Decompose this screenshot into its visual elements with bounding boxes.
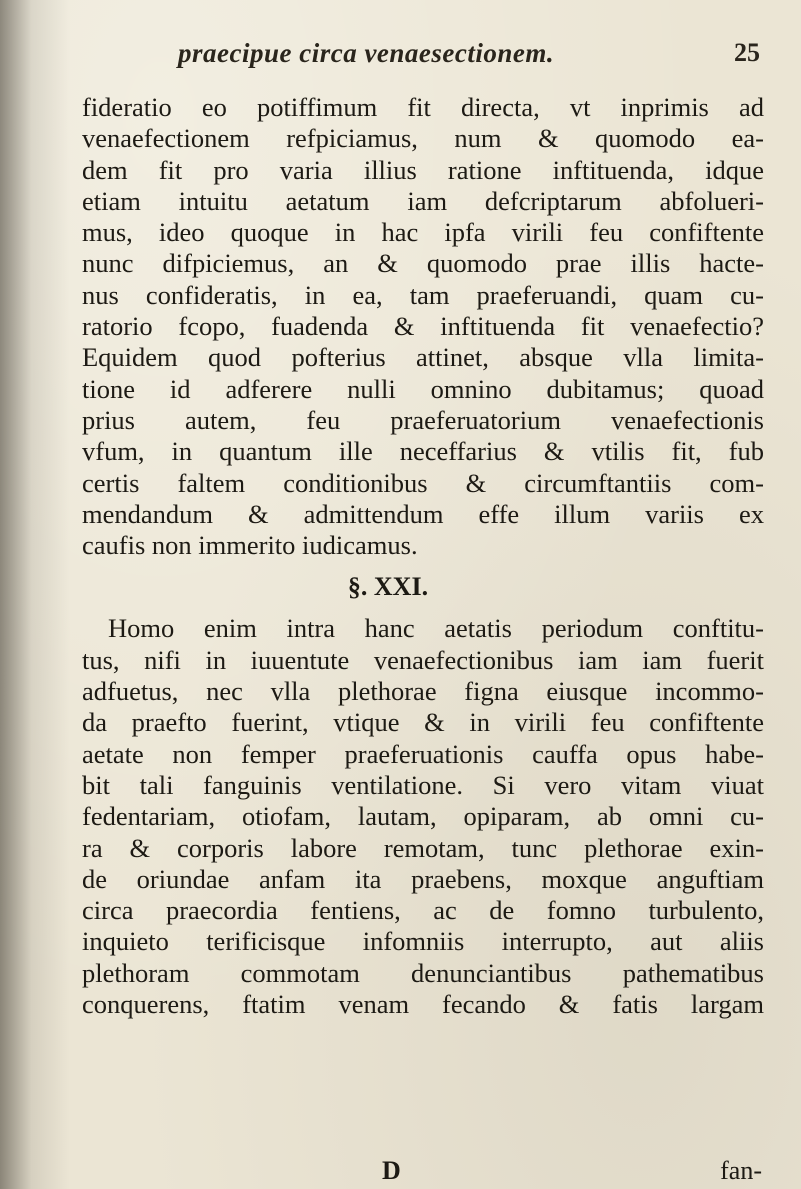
page-footer xyxy=(82,1156,764,1184)
text-line: prius autem, feu praeferuatorium venaefectionis xyxy=(82,404,764,435)
text-line: bit tali fanguinis ventilatione. Si vero vitam viuat xyxy=(82,769,764,800)
text-line: mus, ideo quoque in hac ipfa virili feu confiftente xyxy=(82,217,764,248)
text-line: ratorio fcopo, fuadenda & inftituenda fit venaefectio? xyxy=(82,311,764,342)
text-line: certis faltem conditionibus & circumftantiis com- xyxy=(82,467,764,498)
running-head xyxy=(110,38,760,78)
paragraph-1 xyxy=(82,92,764,561)
signature-mark: D xyxy=(382,1156,401,1185)
text-line: ra & corporis labore remotam, tunc plethorae exin- xyxy=(82,832,764,863)
text-line: da praefto fuerint, vtique & in virili feu confiftente xyxy=(82,707,764,738)
text-line: de oriundae anfam ita praebens, moxque anguftiam xyxy=(82,863,764,894)
text-line: fideratio eo potiffimum fit directa, vt inprimis ad xyxy=(82,92,764,122)
page-number: 25 xyxy=(734,38,760,67)
section-heading: §. XXI. xyxy=(347,572,429,602)
text-line: dem fit pro varia illius ratione inftituenda, idque xyxy=(82,154,764,185)
text-line: etiam intuitu aetatum iam defcriptarum abfolueri- xyxy=(82,185,764,216)
text-line: adfuetus, nec vlla plethorae figna eiusque incommo- xyxy=(82,676,764,707)
text-line: plethoram commotam denunciantibus pathematibus xyxy=(82,957,764,988)
text-line: fedentariam, otiofam, lautam, opiparam, ab omni cu- xyxy=(82,801,764,832)
text-line: caufis non immerito iudicamus. xyxy=(82,530,418,561)
running-title: praecipue circa venaesectionem. xyxy=(178,38,555,68)
text-line: aetate non femper praeferuationis cauffa opus habe- xyxy=(82,738,764,769)
binding-gutter-shadow xyxy=(0,0,70,1189)
body-text xyxy=(82,92,764,1020)
text-line: tione id adferere nulli omnino dubitamus; quoad xyxy=(82,373,764,404)
catchword: fan- xyxy=(720,1156,762,1185)
text-line: nunc difpiciemus, an & quomodo prae illis hacte- xyxy=(82,248,764,279)
text-line: Homo enim intra hanc aetatis periodum conftitu- xyxy=(108,613,764,644)
text-line: venaefectionem refpiciamus, num & quomodo ea- xyxy=(82,123,764,154)
text-line: Equidem quod pofterius attinet, absque vlla limita- xyxy=(82,342,764,373)
text-line: inquieto terificisque infomniis interrupto, aut aliis xyxy=(82,926,764,957)
text-line: tus, nifi in iuuentute venaefectionibus iam iam fuerit xyxy=(82,644,764,675)
text-line: vfum, in quantum ille neceffarius & vtilis fit, fub xyxy=(82,436,764,467)
text-line: circa praecordia fentiens, ac de fomno turbulento, xyxy=(82,895,764,926)
paragraph-2 xyxy=(82,613,764,1020)
text-line: nus confideratis, in ea, tam praeferuandi, quam cu- xyxy=(82,279,764,310)
text-line: conquerens, ftatim venam fecando & fatis largam xyxy=(82,989,764,1020)
text-line: mendandum & admittendum effe illum variis ex xyxy=(82,498,764,529)
